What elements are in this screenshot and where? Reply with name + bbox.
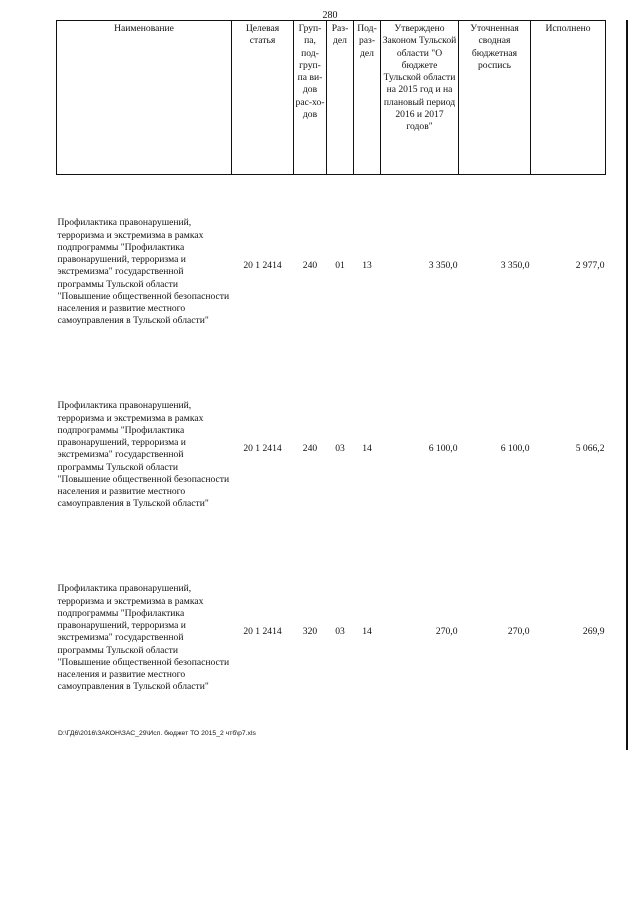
table-row — [57, 358, 606, 541]
table-header-row — [57, 21, 606, 175]
row-subsection: 14 — [362, 443, 372, 455]
row-executed: 5 066,2 — [575, 443, 605, 455]
row-target: 20 1 2414 — [243, 443, 282, 455]
file-path-footer: D:\ГД6\2016\ЗАКОН\ЗАС_29\Исп. бюджет ТО 2015_2 чтб\р7.xls — [58, 730, 256, 737]
row-section: 03 — [335, 626, 345, 638]
header-executed: Исполнено — [531, 21, 606, 175]
row-approved: 270,0 — [435, 626, 458, 638]
row-name — [57, 541, 232, 724]
table-row — [57, 541, 606, 724]
table-row — [57, 175, 606, 359]
row-subsection: 14 — [362, 626, 372, 638]
header-group: Груп-па, под-груп-па ви-дов рас-хо-дов — [294, 21, 327, 175]
row-name — [57, 358, 232, 541]
row-group: 320 — [302, 626, 318, 638]
row-group: 240 — [302, 443, 318, 455]
row-name — [57, 175, 232, 359]
row-executed: 2 977,0 — [575, 260, 605, 272]
row-name-text: Профилактика правонарушений, терроризма и экстремизма в рамках подпрограммы "Профилактика правонарушений, терроризма и экстремизма" государственной программы Тульской области "Повышение общественной безопасности населения и развитие местного самоуправления в Тульской области" — [57, 583, 230, 693]
header-refined: Уточненная сводная бюджетная роспись — [459, 21, 531, 175]
row-refined: 270,0 — [507, 626, 530, 638]
row-group: 240 — [302, 260, 318, 272]
row-name-text: Профилактика правонарушений, терроризма и экстремизма в рамках подпрограммы "Профилактика правонарушений, терроризма и экстремизма" государственной программы Тульской области "Повышение общественной безопасности населения и развитие местного самоуправления в Тульской области" — [57, 400, 230, 510]
row-approved: 6 100,0 — [428, 443, 458, 455]
row-target: 20 1 2414 — [243, 626, 282, 638]
header-approved: Утверждено Законом Тульской области "О бюджете Тульской области на 2015 год и на плановый период 2016 и 2017 годов" — [381, 21, 459, 175]
row-refined: 6 100,0 — [500, 443, 530, 455]
header-subsection: Под-раз-дел — [354, 21, 381, 175]
row-approved: 3 350,0 — [428, 260, 458, 272]
row-subsection: 13 — [362, 260, 372, 272]
header-target: Целевая статья — [232, 21, 294, 175]
budget-table — [56, 20, 606, 724]
page-number: 280 — [322, 10, 338, 21]
row-executed: 269,9 — [582, 626, 605, 638]
row-section: 01 — [335, 260, 345, 272]
header-name: Наименование — [57, 21, 232, 175]
row-refined: 3 350,0 — [500, 260, 530, 272]
row-section: 03 — [335, 443, 345, 455]
page-edge-line — [626, 20, 628, 750]
header-section: Раз-дел — [327, 21, 354, 175]
row-name-text: Профилактика правонарушений, терроризма и экстремизма в рамках подпрограммы "Профилактика правонарушений, терроризма и экстремизма" государственной программы Тульской области "Повышение общественной безопасности населения и развитие местного самоуправления в Тульской области" — [57, 217, 230, 327]
row-target: 20 1 2414 — [243, 260, 282, 272]
